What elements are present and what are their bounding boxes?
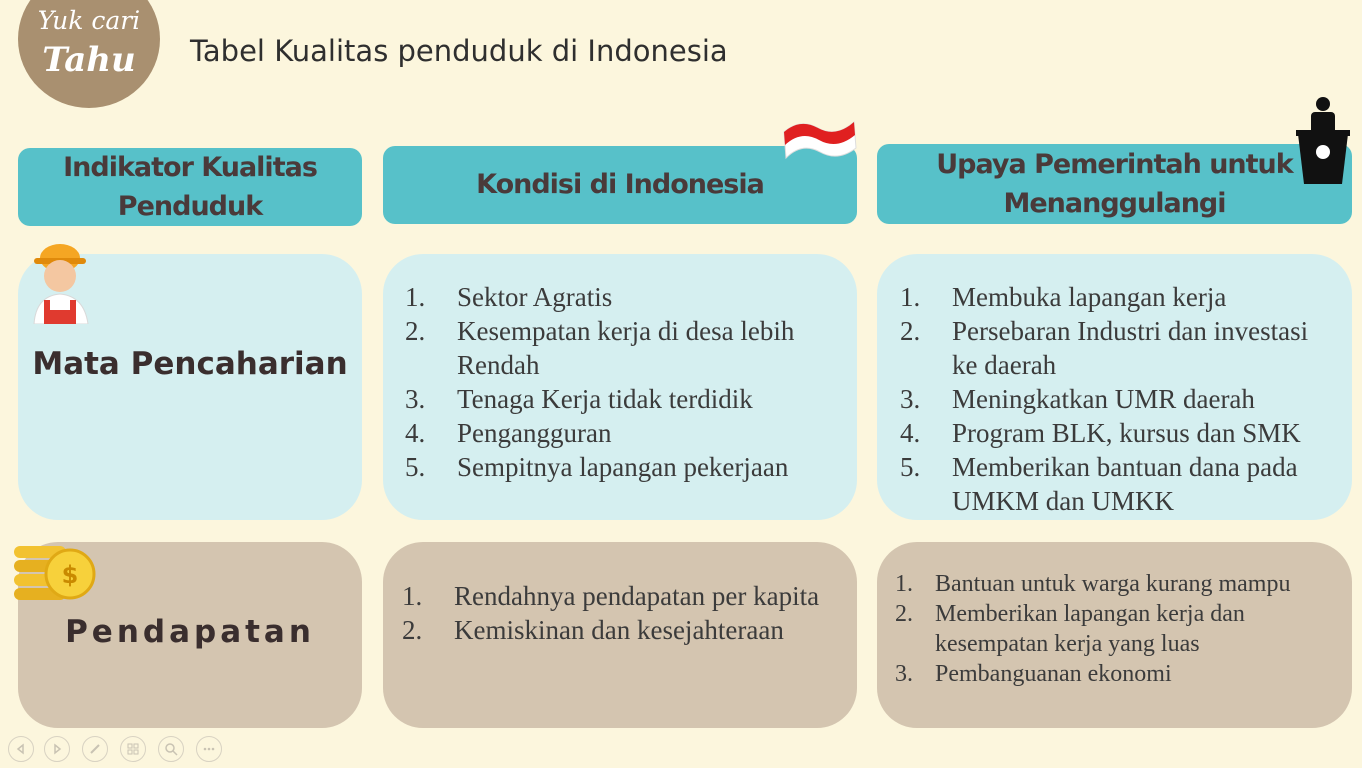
svg-text:$: $: [61, 561, 79, 589]
zoom-button[interactable]: [158, 736, 184, 762]
row2-label: Pendapatan: [65, 614, 315, 650]
coins-icon: [14, 540, 98, 602]
list-item: 2. Memberikan lapangan kerja dan kesempatan kerja yang luas: [895, 601, 1245, 657]
list-item: 4. Pengangguran: [405, 418, 612, 448]
more-button[interactable]: [196, 736, 222, 762]
list-item: 4. Program BLK, kursus dan SMK: [900, 418, 1301, 448]
row1-condition-list: [405, 280, 825, 484]
podium-icon: [1296, 96, 1350, 186]
slides-icon: [126, 742, 140, 756]
page-title: Tabel Kualitas penduduk di Indonesia: [190, 34, 728, 68]
row1-label: Mata Pencaharian: [32, 346, 348, 382]
header-condition-label: Kondisi di Indonesia: [476, 169, 764, 201]
more-icon: [202, 742, 216, 756]
list-item: 2. Kesempatan kerja di desa lebih Rendah: [405, 316, 795, 380]
next-slide-button[interactable]: [44, 736, 70, 762]
list-item: 3. Meningkatkan UMR daerah: [900, 384, 1255, 414]
next-icon: [51, 743, 63, 755]
previous-slide-button[interactable]: [8, 736, 34, 762]
previous-icon: [15, 743, 27, 755]
header-indicator: [18, 148, 362, 226]
slides-button[interactable]: [120, 736, 146, 762]
list-item: 5. Memberikan bantuan dana pada UMKM dan UMKK: [900, 452, 1298, 516]
row2-condition-list: [402, 579, 822, 647]
header-indicator-label: Indikator Kualitas Penduduk: [63, 151, 317, 222]
list-item: 2. Kemiskinan dan kesejahteraan: [402, 615, 784, 645]
logo-badge: [18, 0, 160, 108]
logo-line-1: Yuk cari: [37, 6, 141, 35]
worker-icon: [30, 236, 94, 324]
pen-icon: [88, 742, 102, 756]
header-effort-label: Upaya Pemerintah untuk Menanggulangi: [936, 148, 1293, 219]
list-item: 1. Sektor Agratis: [405, 282, 613, 312]
list-item: 3. Tenaga Kerja tidak terdidik: [405, 384, 753, 414]
header-effort: [877, 144, 1352, 224]
zoom-icon: [164, 742, 178, 756]
list-item: 1. Bantuan untuk warga kurang mampu: [895, 571, 1291, 597]
list-item: 1. Rendahnya pendapatan per kapita: [402, 581, 820, 611]
list-item: 1. Membuka lapangan kerja: [900, 282, 1227, 312]
pen-button[interactable]: [82, 736, 108, 762]
logo-line-2: Tahu: [42, 40, 136, 80]
list-item: 2. Persebaran Industri dan investasi ke daerah: [900, 316, 1309, 380]
list-item: 5. Sempitnya lapangan pekerjaan: [405, 452, 789, 482]
indonesia-flag-icon: [780, 110, 860, 174]
list-item: 3. Pembanguanan ekonomi: [895, 661, 1172, 687]
row2-effort-list: [895, 569, 1335, 689]
row1-effort-list: [900, 280, 1335, 518]
